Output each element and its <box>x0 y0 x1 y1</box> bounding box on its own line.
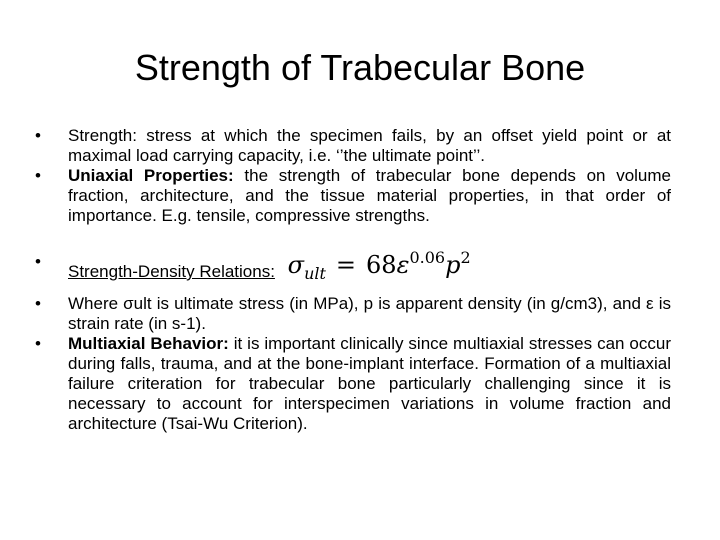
formula-label: Strength-Density Relations: <box>68 262 275 281</box>
bullet-lead: Multiaxial Behavior: <box>68 334 229 353</box>
bullet-text: the strength of trabecular bone depends on volume fraction, architecture, and the tissue material properties, in that order of importance. E.g. tensile, compressive strengths. <box>68 166 672 225</box>
bullet-list <box>35 126 671 434</box>
bullet-dot: • <box>35 166 41 185</box>
bullet-dot: • <box>35 126 41 145</box>
formula-p: p <box>445 251 461 279</box>
bullet-dot: • <box>35 252 41 271</box>
bullet-uniaxial <box>35 166 671 226</box>
formula-equals: = <box>335 251 357 279</box>
formula-sigma: σ <box>287 251 305 279</box>
bullet-multiaxial <box>35 334 671 434</box>
formula-epsilon: ε <box>396 251 410 279</box>
formula-p-exponent: 2 <box>460 248 471 267</box>
formula-epsilon-exponent: 0.06 <box>409 248 446 267</box>
bullet-lead: Uniaxial Properties: <box>68 166 234 185</box>
bullet-where <box>35 294 671 334</box>
formula-sigma-subscript: ult <box>304 264 326 283</box>
bullet-dot: • <box>35 334 41 353</box>
bullet-text: it is important clinically since multiaxial stresses can occur during falls, trauma, and at the bone-implant interface. Formation of a multiaxial failure criteration for trabecular bone particularly challenging since it is necessary to account for interspecimen variations in volume fraction and architecture (Tsai-Wu Criterion). <box>68 334 671 433</box>
formula-coefficient: 68 <box>366 251 397 279</box>
bullet-text: Strength: stress at which the specimen fails, by an offset yield point or at maximal load carrying capacity, i.e. ‘’the ultimate point’’. <box>68 126 671 165</box>
slide-title: Strength of Trabecular Bone <box>134 47 586 88</box>
bullet-strength <box>35 126 671 166</box>
bullet-dot: • <box>35 294 41 313</box>
bullet-text: Where σult is ultimate stress (in MPa), p is apparent density (in g/cm3), and ε is strain rate (in s-1). <box>68 294 671 333</box>
bullet-strength-density <box>35 248 671 286</box>
strength-density-formula <box>288 248 471 284</box>
